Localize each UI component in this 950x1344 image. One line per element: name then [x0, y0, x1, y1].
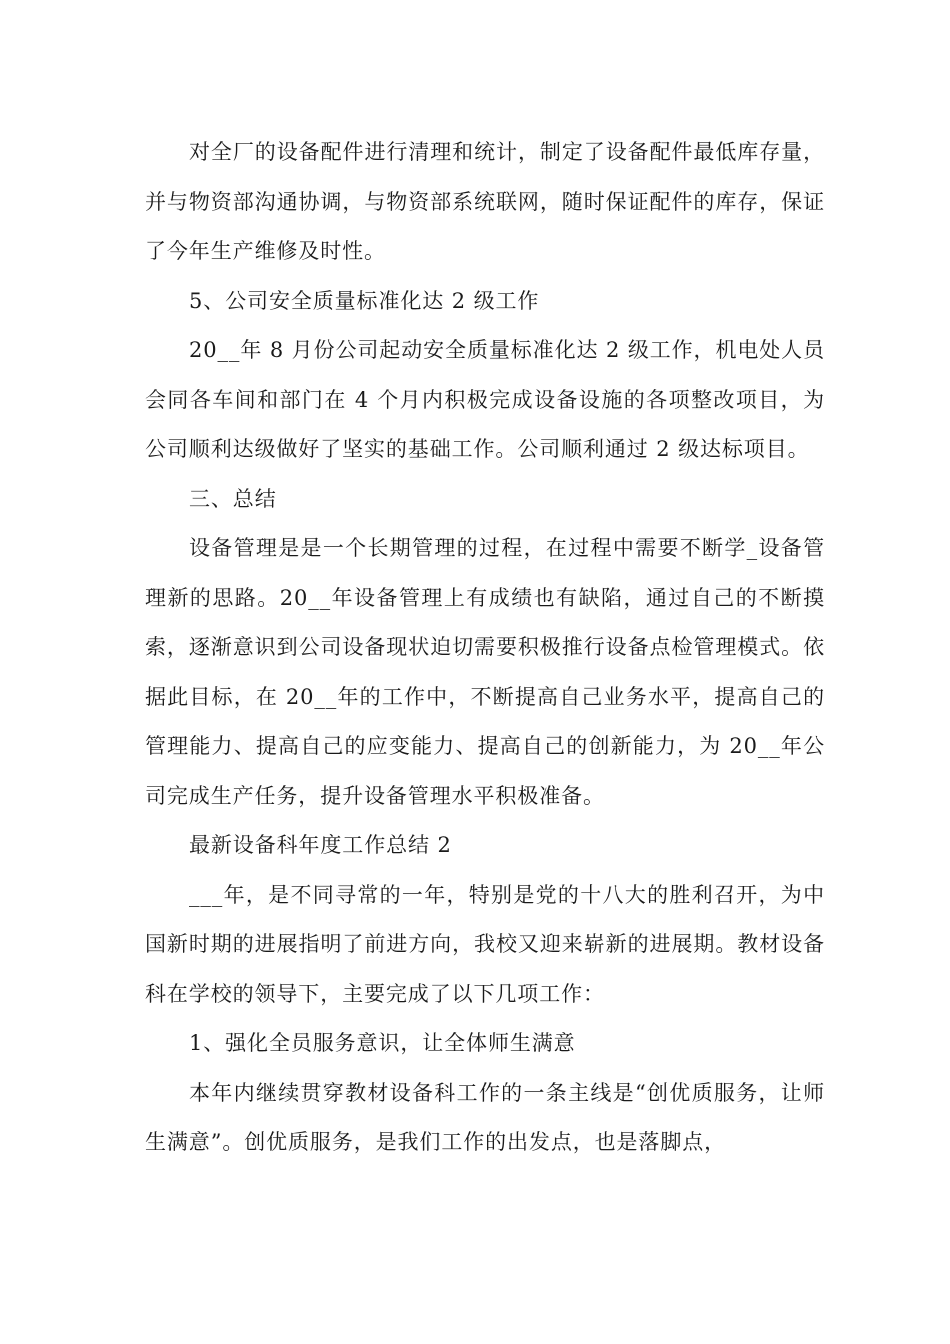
- paragraph-service-awareness: 本年内继续贯穿教材设备科工作的一条主线是“创优质服务，让师生满意”。创优质服务，是我们工作的出发点，也是落脚点，: [145, 1080, 825, 1154]
- heading-report-2: 最新设备科年度工作总结 2: [189, 833, 452, 857]
- heading-summary: 三、总结: [189, 486, 277, 511]
- paragraph-spare-parts: 对全厂的设备配件进行清理和统计，制定了设备配件最低库存量，并与物资部沟通协调，与物资部系统联网，随时保证配件的库存，保证了今年生产维修及时性。: [145, 140, 825, 263]
- document-body: [145, 128, 825, 1168]
- heading-safety-standard: 5、公司安全质量标准化达 2 级工作: [189, 288, 540, 313]
- paragraph-summary: 设备管理是是一个长期管理的过程，在过程中需要不断学_设备管理新的思路。20__年设备管理上有成绩也有缺陷，通过自己的不断摸索，逐渐意识到公司设备现状迫切需要积极推行设备点检管理模式。依据此目标，在 20__年的工作中，不断提高自己业务水平，提高自己的管理能力、提高自己的应变能力、提高自己的创新能力，为 20__年公司完成生产任务，提升设备管理水平积极准备。: [145, 536, 825, 808]
- heading-service-awareness: 1、强化全员服务意识，让全体师生满意: [189, 1031, 576, 1055]
- paragraph-safety-standard: 20__年 8 月份公司起动安全质量标准化达 2 级工作，机电处人员会同各车间和部门在 4 个月内积极完成设备设施的各项整改项目，为公司顺利达级做好了坚实的基础工作。公司顺利通过 2 级达标项目。: [145, 338, 825, 461]
- paragraph-year-intro: ___年，是不同寻常的一年，特别是党的十八大的胜利召开，为中国新时期的进展指明了前进方向，我校又迎来崭新的进展期。教材设备科在学校的领导下，主要完成了以下几项工作：: [145, 882, 825, 1006]
